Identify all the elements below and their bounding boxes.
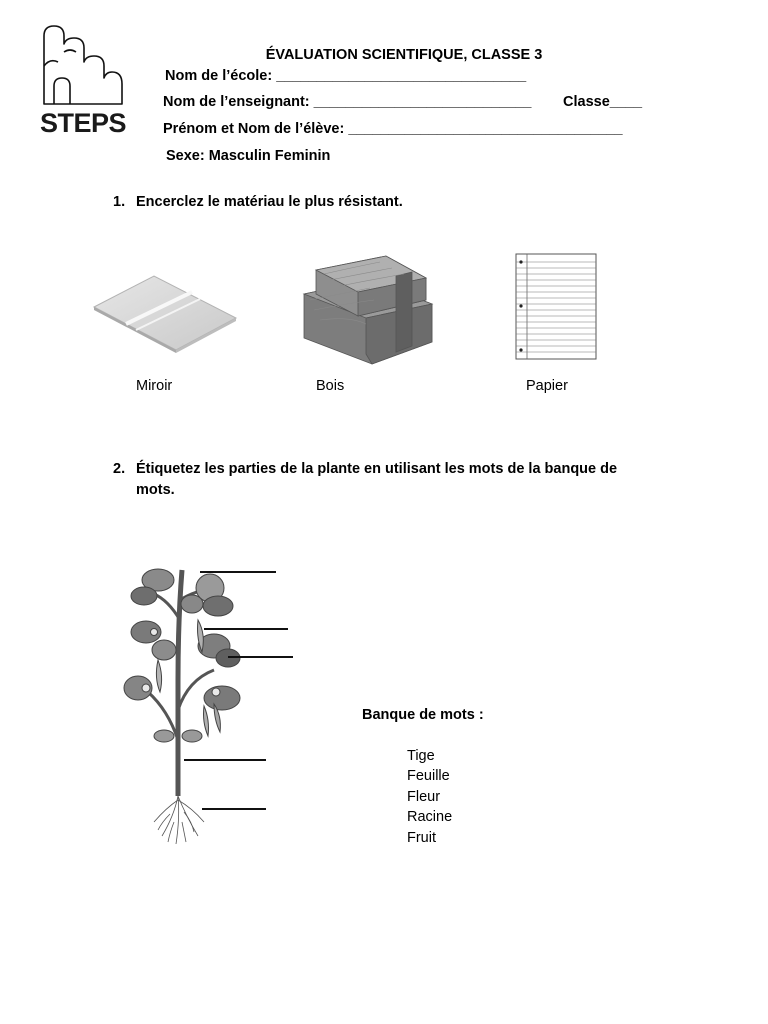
word-bank-item: Fleur	[407, 788, 441, 805]
option-mirror-label: Miroir	[136, 378, 173, 394]
logo-wordmark: STEPS	[40, 108, 127, 138]
steps-logo	[40, 22, 128, 140]
word-bank-item: Tige	[407, 748, 435, 764]
word-bank	[407, 746, 452, 848]
question-1	[113, 192, 403, 213]
teacher-name-field[interactable]: Nom de l’enseignant: ___________________________	[163, 94, 532, 110]
sex-field[interactable]: Sexe: Masculin Feminin	[166, 148, 331, 164]
school-name-field[interactable]: Nom de l’école: _______________________________	[165, 68, 527, 84]
option-wood-label: Bois	[316, 378, 345, 394]
question-2	[113, 459, 617, 501]
question-2-number: 2.	[113, 461, 126, 477]
word-bank-title: Banque de mots :	[362, 707, 484, 723]
question-1-text: Encerclez le matériau le plus résistant.	[136, 194, 403, 210]
logo-mark-icon	[40, 22, 128, 112]
mirror-image[interactable]	[92, 272, 238, 354]
page-title: ÉVALUATION SCIENTIFIQUE, CLASSE 3	[265, 47, 543, 63]
wood-planks-image[interactable]	[300, 254, 435, 366]
word-bank-item: Racine	[407, 809, 453, 826]
class-field[interactable]: Classe____	[563, 94, 643, 110]
question-2-text-line2: mots.	[136, 482, 175, 498]
plant-diagram	[118, 560, 298, 846]
word-bank-item: Fruit	[407, 829, 436, 846]
word-bank-item: Feuille	[407, 768, 450, 785]
lined-paper-image[interactable]	[513, 252, 599, 362]
student-name-field[interactable]: Prénom et Nom de l’élève: __________________________________	[163, 121, 623, 137]
question-1-number: 1.	[113, 194, 126, 210]
option-paper-label: Papier	[526, 378, 568, 394]
question-2-text-line1: Étiquetez les parties de la plante en utilisant les mots de la banque de	[136, 461, 618, 477]
